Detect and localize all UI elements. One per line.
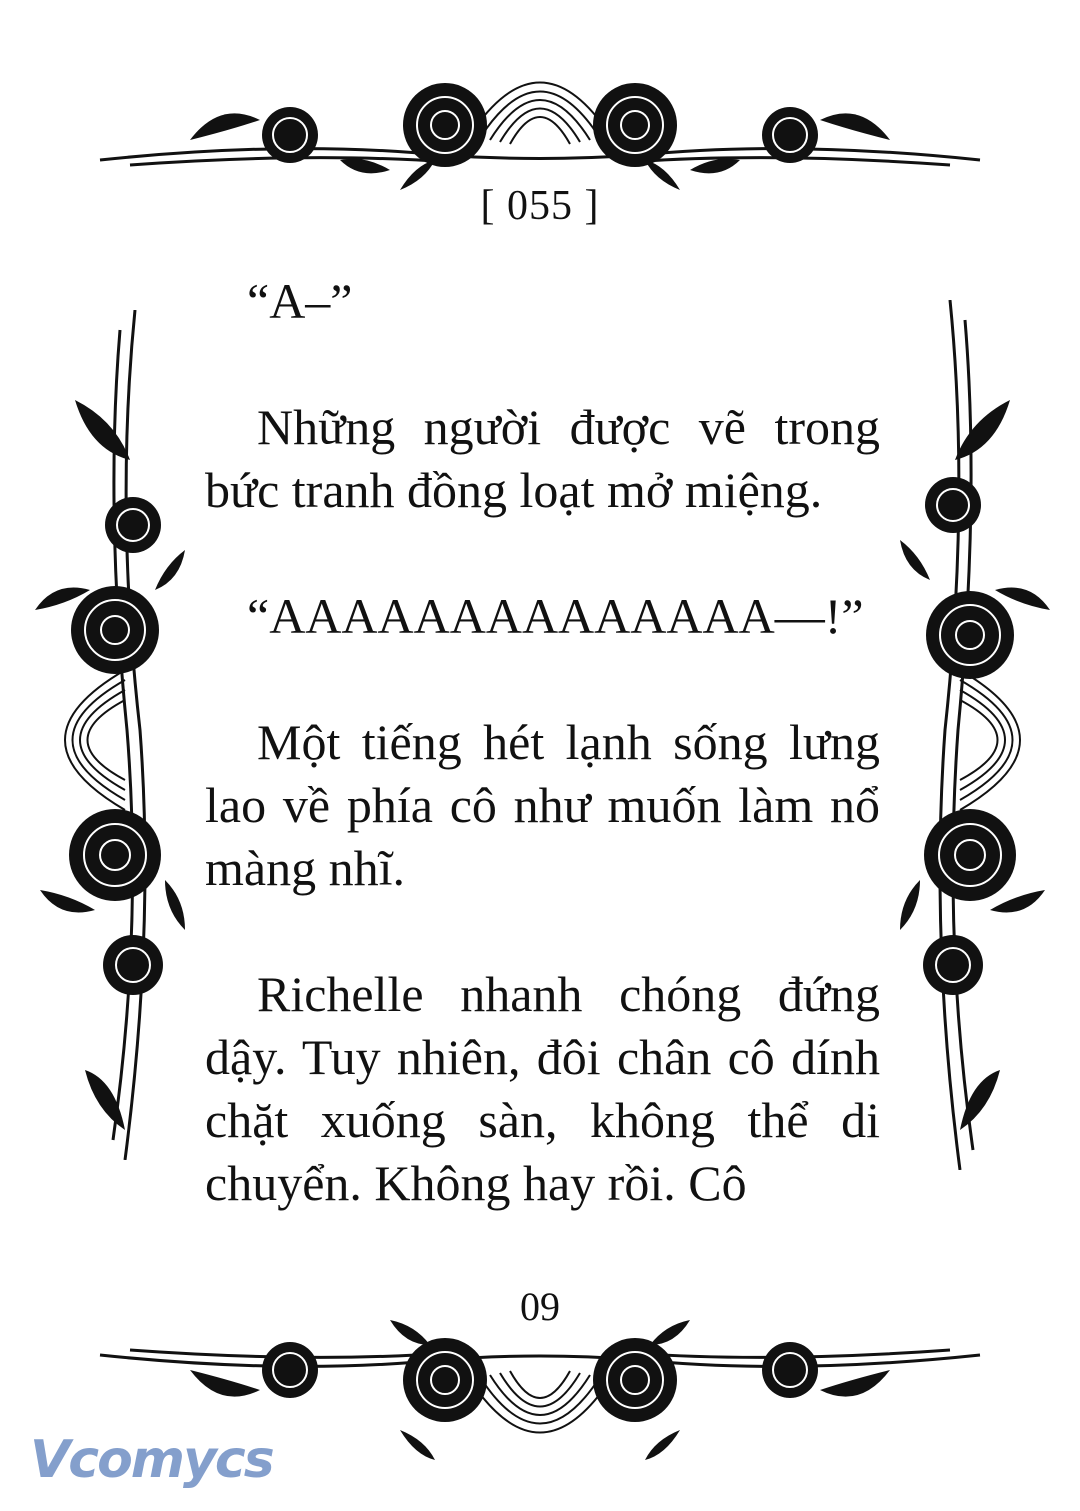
paragraph-narration-1: Những người được vẽ trong bức tranh đồng loạt mở miệng. <box>205 399 880 518</box>
story-text <box>205 270 880 1215</box>
chapter-number: [ 055 ] <box>480 183 600 229</box>
rose-border-top-ornament <box>90 40 990 200</box>
rose-vine-right-ornament <box>895 300 1070 1170</box>
paragraph-narration-2: Một tiếng hét lạnh sống lưng lao về phía cô như muốn làm nổ màng nhĩ. <box>205 714 880 896</box>
rose-vine-left-ornament <box>15 310 190 1160</box>
page-number: 09 <box>520 1284 560 1329</box>
paragraph-quote-2: “AAAAAAAAAAAAAA—!” <box>247 588 864 644</box>
watermark-logo: Vcomycs <box>30 1430 273 1490</box>
paragraph-narration-3: Richelle nhanh chóng đứng dậy. Tuy nhiên, đôi chân cô dính chặt xuống sàn, không thể di chuyển. Không hay rồi. Cô <box>205 966 880 1211</box>
paragraph-quote-1: “A–” <box>247 273 353 329</box>
